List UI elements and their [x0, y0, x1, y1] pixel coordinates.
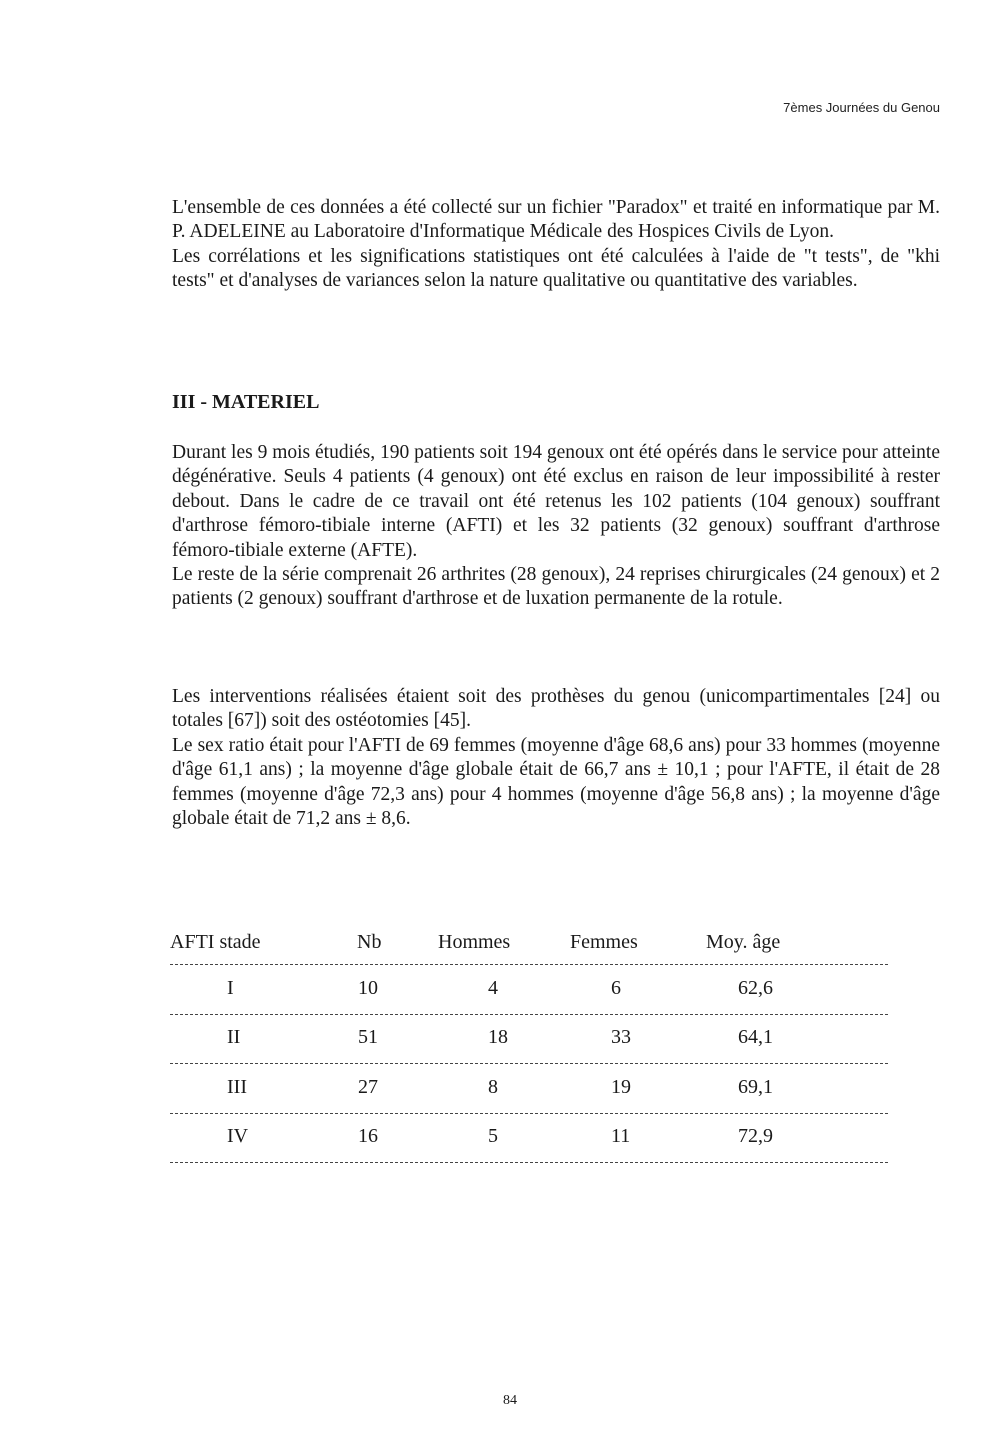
- cell-men: 4: [488, 976, 498, 999]
- cell-mean-age: 69,1: [738, 1075, 773, 1098]
- table-row: [170, 965, 888, 1015]
- page-number: 84: [503, 1393, 517, 1408]
- paragraph-remaining-series: Le reste de la série comprenait 26 arthrites (28 genoux), 24 reprises chirurgicales (24 genoux) et 2 patients (2 genoux) souffrant d'arthrose et de luxation permanente de la rotule.: [172, 564, 940, 610]
- column-header-count: Nb: [357, 931, 382, 953]
- column-header-stage: AFTI stade: [170, 931, 261, 953]
- paragraph-statistics: Les corrélations et les significations statistiques ont été calculées à l'aide de "t tests", de "khi tests" et d'analyses de variances selon la nature qualitative ou quantitative des variables.: [172, 245, 940, 292]
- column-header-men: Hommes: [438, 931, 511, 953]
- intro-text-block: [172, 196, 940, 294]
- cell-men: 18: [488, 1026, 508, 1048]
- cell-count: 51: [358, 1026, 378, 1048]
- table-row: [170, 1015, 888, 1065]
- cell-women: 6: [611, 976, 621, 999]
- afti-stage-table: [170, 920, 888, 1163]
- paragraph-interventions: Les interventions réalisées étaient soit des prothèses du genou (unicompartimentales [24] ou totales [67]) soit des ostéotomies [45].: [172, 686, 940, 732]
- materiel-text-block: [172, 441, 940, 612]
- interventions-text-block: [172, 685, 940, 831]
- cell-mean-age: 62,6: [738, 976, 773, 999]
- cell-men: 8: [488, 1075, 498, 1098]
- cell-count: 10: [358, 976, 378, 999]
- cell-women: 19: [611, 1075, 631, 1098]
- paragraph-patients: Durant les 9 mois étudiés, 190 patients soit 194 genoux ont été opérés dans le service pour atteinte dégénérative. Seuls 4 patients (4 genoux) ont été exclus en raison de leur impossibilité à rester debout. Dans le cadre de ce travail ont été retenus les 102 patients (104 genoux) souffrant d'arthrose fémoro-tibiale interne (AFTI) et les 32 patients (32 genoux) souffrant d'arthrose fémoro-tibiale externe (AFTE).: [172, 442, 940, 561]
- cell-stage: I: [227, 976, 234, 999]
- cell-mean-age: 64,1: [738, 1026, 773, 1048]
- cell-men: 5: [488, 1125, 498, 1147]
- cell-mean-age: 72,9: [738, 1125, 773, 1147]
- cell-women: 33: [611, 1026, 631, 1048]
- paragraph-data-collection: L'ensemble de ces données a été collecté sur un fichier "Paradox" et traité en informatique par M. P. ADELEINE au Laboratoire d'Informatique Médicale des Hospices Civils de Lyon.: [172, 197, 940, 243]
- section-heading-materiel: III - MATERIEL: [172, 391, 320, 413]
- table-header-row: [170, 920, 888, 965]
- cell-count: 27: [358, 1075, 378, 1098]
- column-header-women: Femmes: [570, 931, 638, 953]
- running-header: 7èmes Journées du Genou: [783, 100, 940, 115]
- table-row: [170, 1114, 888, 1164]
- cell-count: 16: [358, 1125, 378, 1147]
- cell-stage: III: [227, 1075, 247, 1098]
- cell-stage: IV: [227, 1125, 249, 1147]
- column-header-mean-age: Moy. âge: [706, 931, 781, 953]
- paragraph-sex-ratio: Le sex ratio était pour l'AFTI de 69 femmes (moyenne d'âge 68,6 ans) pour 33 hommes (moyenne d'âge 61,1 ans) ; la moyenne d'âge globale était de 66,7 ans ± 10,1 ; pour l'AFTE, il était de 28 femmes (moyenne d'âge 72,3 ans) pour 4 hommes (moyenne d'âge 56,8 ans) ; la moyenne d'âge globale était de 71,2 ans ± 8,6.: [172, 734, 940, 830]
- cell-stage: II: [227, 1026, 241, 1048]
- table-row: [170, 1064, 888, 1114]
- cell-women: 11: [611, 1125, 631, 1147]
